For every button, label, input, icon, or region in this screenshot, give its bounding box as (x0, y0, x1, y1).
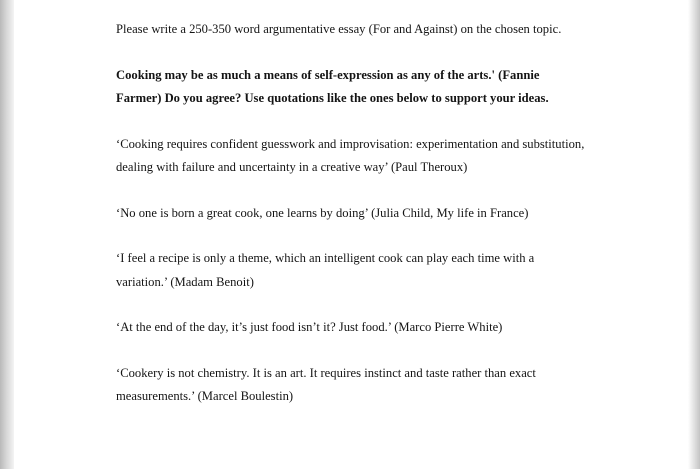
document-body (116, 18, 586, 409)
quote-julia-child: ‘No one is born a great cook, one learns by doing’ (Julia Child, My life in France) (116, 205, 529, 220)
quote-marcel-boulestin: ‘Cookery is not chemistry. It is an art. It requires instinct and taste rather than exact measurements.’ (Marcel Boulestin) (116, 365, 536, 403)
essay-instructions: Please write a 250-350 word argumentative essay (For and Against) on the chosen topic. (116, 22, 562, 36)
essay-topic: Cooking may be as much a means of self-expression as any of the arts.' (Fannie Farmer) Do you agree? Use quotations like the ones below to support your ideas. (116, 67, 549, 105)
quote-marco-pierre-white: ‘At the end of the day, it’s just food isn’t it? Just food.’ (Marco Pierre White) (116, 320, 503, 334)
quote-madam-benoit: ‘I feel a recipe is only a theme, which an intelligent cook can play each time with a variation.’ (Madam Benoit) (116, 251, 535, 289)
quote-paul-theroux: ‘Cooking requires confident guesswork and improvisation: experimentation and substitution, dealing with failure and uncertainty in a creative way’ (Paul Theroux) (116, 136, 585, 174)
left-edge-shadow (0, 0, 14, 469)
right-edge-shadow (688, 0, 700, 469)
